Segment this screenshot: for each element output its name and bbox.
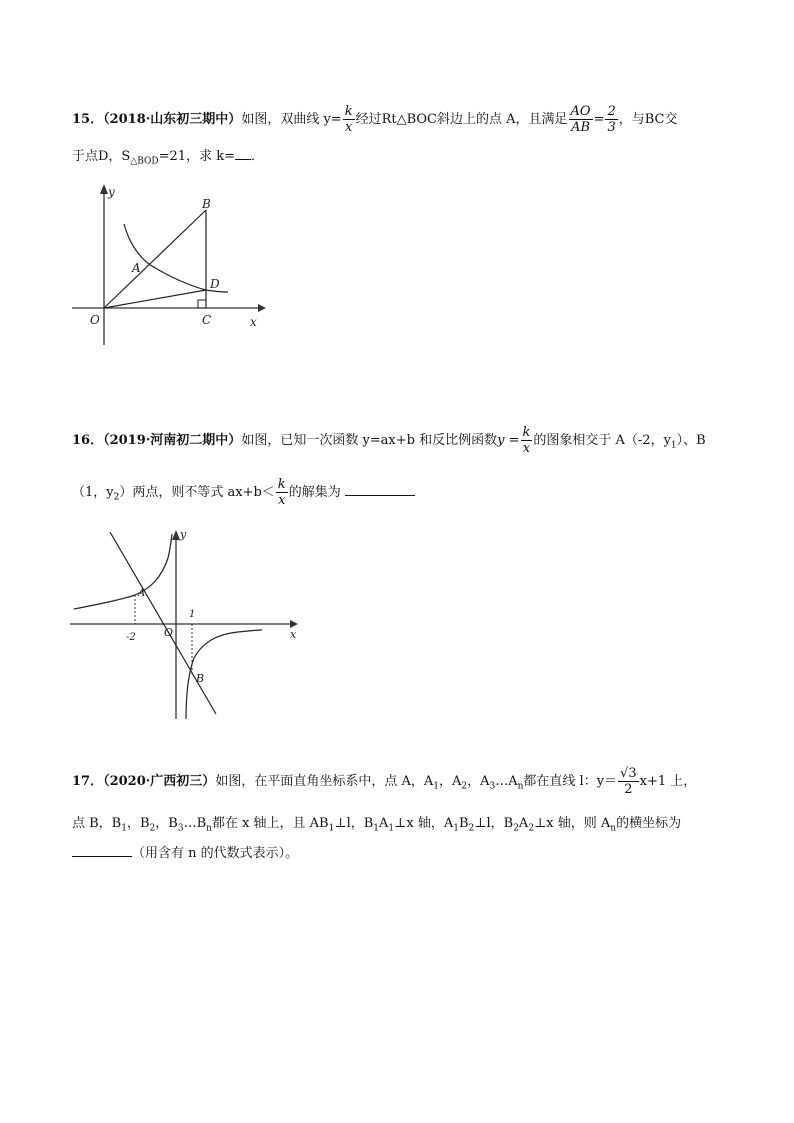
q17-l2-sub-2c: 2 (513, 823, 519, 834)
q17-comma-1: ，A (438, 774, 462, 789)
q15-line-1 (72, 104, 678, 135)
q17-sub-1: 1 (433, 781, 439, 792)
q17-l2-i: B (458, 816, 469, 831)
q15-line-2 (72, 147, 264, 172)
q17-l2-f: ⊥l，B (334, 816, 374, 831)
q15-label-d: D (210, 277, 220, 291)
q16-label-o: O (164, 626, 174, 639)
q17-frac-sqrt3: $\frac{√3}{2}$ (620, 766, 637, 797)
q15-right-angle-icon (198, 300, 206, 308)
q16-y-arrow-icon (172, 530, 180, 540)
q15-subscript: △BOD (130, 156, 159, 167)
q15-figure (72, 180, 272, 352)
q15-text: 如图，双曲线 y= (241, 112, 342, 127)
q17-l2-a: 点 B，B (72, 816, 122, 831)
q16-text-4: （1，y (72, 485, 114, 500)
q17-l2-sub-2d: 2 (528, 823, 535, 834)
q16-frac-k-2: $\frac{k}{x}$ (277, 477, 286, 508)
q15-label-a: A (132, 261, 141, 275)
q17-l2-sub-2b: 2 (468, 823, 475, 834)
q16-line (110, 532, 216, 714)
q17-line-1 (72, 766, 696, 797)
q17-ellipsis: …A (495, 774, 518, 789)
q17-l2-sub-2: 2 (149, 823, 156, 834)
q15-label-c: C (202, 313, 212, 327)
q15-source: （2018·山东初三期中） (103, 112, 242, 127)
q16-figure (70, 524, 310, 728)
q16-line-2 (72, 477, 415, 508)
q17-l2-k: A (518, 816, 529, 831)
q16-source: （2019·河南初二期中） (103, 433, 242, 448)
q16-text-6: 的解集为 (288, 485, 341, 500)
q17-comma-2: ，A (467, 774, 490, 789)
q17-text-2: 都在直线 l：y＝ (523, 774, 618, 789)
q17-line-2 (72, 814, 681, 839)
q17-l2-m: 的横坐标为 (616, 816, 682, 831)
q16-text: 如图，已知一次函数 y=ax+b 和反比例函数 (241, 433, 498, 448)
q15-text-3: ，与BC交 (618, 112, 678, 127)
q15-eq: = (593, 112, 605, 127)
q17-l2-g: A (379, 816, 389, 831)
q17-l2-d: …B (183, 816, 207, 831)
q17-l2-j: ⊥l，B (474, 816, 514, 831)
q15-label-x: x (250, 315, 257, 329)
q15-text-4: 于点D，S (72, 149, 131, 164)
q16-answer-blank[interactable] (345, 495, 415, 496)
q17-line-3 (72, 844, 298, 864)
q15-text-6: ． (250, 149, 264, 164)
q17-answer-blank[interactable] (72, 856, 132, 857)
q15-label-o: O (90, 313, 100, 327)
q16-frac-k: $\frac{k}{x}$ (522, 425, 531, 456)
q15-x-arrow-icon (258, 304, 266, 312)
q17-text: 如图，在平面直角坐标系中，点 A，A (215, 774, 434, 789)
q17-l2-l: ⊥x 轴，则 A (534, 816, 611, 831)
q16-text-3: ）、B (676, 433, 706, 448)
q15-frac-k: $\frac{k}{x}$ (344, 104, 353, 135)
q17-l2-sub-1b: 1 (328, 823, 335, 834)
q17-sub-2: 2 (461, 781, 468, 792)
q16-label-b: B (196, 672, 205, 685)
q17-l2-sub-1c: 1 (373, 823, 380, 834)
q17-l2-b: ，B (126, 816, 150, 831)
q16-text-y: y = (497, 433, 520, 448)
q16-label-a: A (138, 588, 146, 599)
q16-label-neg2: -2 (126, 632, 136, 643)
q15-label-y: y (108, 185, 115, 199)
q17-l2-sub-1d: 1 (388, 823, 395, 834)
q16-x-arrow-icon (290, 620, 298, 628)
q17-l2-sub-n: n (206, 823, 212, 834)
q15-number: 15． (72, 112, 104, 127)
q15-label-b: B (202, 197, 211, 211)
q16-sub-2: 2 (113, 492, 120, 503)
q15-y-arrow-icon (100, 184, 108, 194)
q17-sub-n: n (517, 781, 524, 792)
q16-label-1: 1 (189, 609, 196, 620)
q17-l2-c: ，B (155, 816, 178, 831)
q17-l2-sub-3: 3 (177, 823, 184, 834)
q16-hyperbola-left (74, 534, 172, 609)
q17-l2-sub-n2: n (610, 823, 617, 834)
q17-sub-3: 3 (489, 781, 496, 792)
q15-text-2: 经过Rt△BOC斜边上的点 A，且满足 (355, 112, 568, 127)
q17-l2-e: 都在 x 轴上，且 AB (211, 816, 329, 831)
q17-l2-sub-1: 1 (121, 823, 127, 834)
q15-answer-blank[interactable] (235, 159, 251, 160)
q16-label-x: x (290, 628, 297, 641)
q17-text-end: （用含有 n 的代数式表示）。 (132, 846, 299, 861)
q16-text-5: ）两点，则不等式 ax+b＜ (119, 485, 275, 500)
q17-l2-sub-1e: 1 (453, 823, 459, 834)
q16-label-y: y (180, 528, 187, 541)
q15-text-5: =21，求 k= (158, 149, 235, 164)
q17-l2-h: ⊥x 轴，A (394, 816, 454, 831)
q16-sub-1: 1 (670, 440, 677, 451)
q16-line-1 (72, 425, 706, 456)
q15-frac-ao-ab: $\frac{AO}{AB}$ (570, 104, 591, 135)
q17-text-3: x+1 上， (639, 774, 697, 789)
q16-number: 16． (72, 433, 104, 448)
q16-text-2: 的图象相交于 A（-2，y (533, 433, 671, 448)
q17-number: 17． (72, 774, 104, 789)
q17-source: （2020·广西初三） (103, 774, 216, 789)
q15-frac-2-3: $\frac{2}{3}$ (607, 104, 616, 135)
